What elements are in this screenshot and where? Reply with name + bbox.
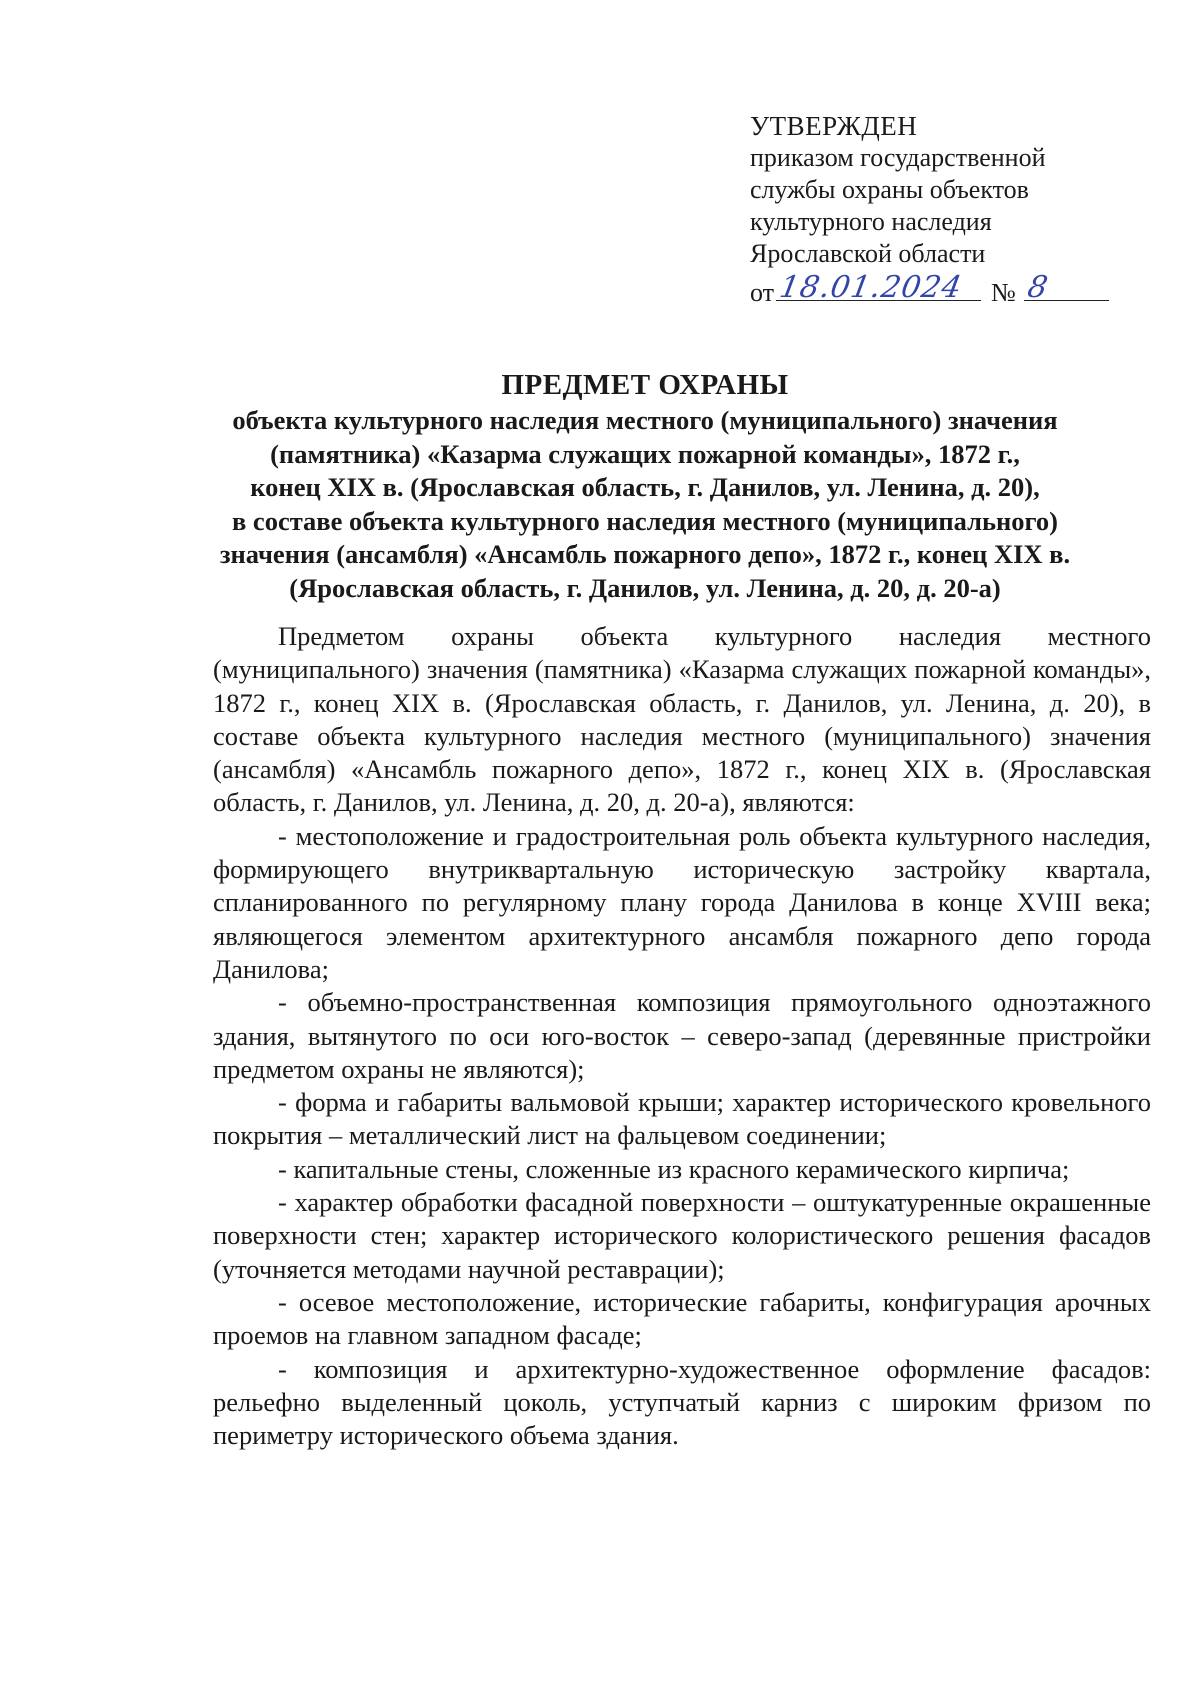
approval-line: культурного наследия [750, 207, 992, 236]
handwritten-date: 18.01.2024 [777, 270, 965, 305]
list-item: - композиция и архитектурно-художественное оформление фасадов: рельефно выделенный цоколь, уступчатый карниз с широким фризом по периметру исторического объема здания. [213, 1353, 1151, 1451]
list-item: - капитальные стены, сложенные из красного керамического кирпича; [278, 1153, 1070, 1184]
subtitle-line: (Ярославская область, г. Данилов, ул. Ленина, д. 20, д. 20-а) [289, 572, 1001, 603]
date-prefix: от [750, 278, 775, 307]
handwritten-number: 8 [1024, 270, 1052, 305]
document-title: ПРЕДМЕТ ОХРАНЫ [501, 369, 789, 401]
list-item: - характер обработки фасадной поверхности – оштукатуренные окрашенные поверхности стен; характер исторического колористического решения фасадов (уточняется методами научной реставрации); [213, 1187, 1151, 1284]
number-field [1024, 270, 1109, 305]
document-body [213, 620, 1151, 1452]
approval-stamp-block [750, 110, 1130, 309]
date-field [776, 270, 981, 305]
subtitle-line: значения (ансамбля) «Ансамбль пожарного депо», 1872 г., конец XIX в. [219, 539, 1071, 569]
list-item: - форма и габариты вальмовой крыши; характер исторического кровельного покрытия – металлический лист на фальцевом соединении; [213, 1087, 1151, 1151]
approval-heading: УТВЕРЖДЕН [750, 111, 918, 141]
subtitle-line: конец XIX в. (Ярославская область, г. Данилов, ул. Ленина, д. 20), [250, 472, 1040, 502]
approval-line: Ярославской области [750, 239, 986, 268]
subtitle-line: в составе объекта культурного наследия местного (муниципального) [232, 505, 1058, 536]
subtitle-line: (памятника) «Казарма служащих пожарной команды», 1872 г., [270, 438, 1020, 469]
document-title-block [200, 366, 1090, 605]
approval-date-number-line [750, 270, 1130, 309]
list-item: - осевое местоположение, исторические габариты, конфигурация арочных проемов на главном западном фасаде; [213, 1286, 1151, 1351]
approval-line: службы охраны объектов [750, 175, 1029, 204]
list-item: - объемно-пространственная композиция прямоугольного одноэтажного здания, вытянутого по оси юго-восток – северо-запад (деревянные пристройки предметом охраны не являются); [213, 987, 1151, 1084]
approval-line: приказом государственной [750, 143, 1046, 172]
number-prefix: № [991, 278, 1016, 307]
intro-paragraph: Предметом охраны объекта культурного наследия местного (муниципального) значения (памятника) «Казарма служащих пожарной команды», 1872 г., конец XIX в. (Ярославская область, г. Данилов, ул. Ленина, д. 20), в составе объекта культурного наследия местного (муниципального) значения (ансамбля) «Ансамбль пожарного депо», 1872 г., конец XIX в. (Ярославская область, г. Данилов, ул. Ленина, д. 20, д. 20-а), являются: [213, 621, 1151, 818]
subtitle-line: объекта культурного наследия местного (муниципального) значения [232, 405, 1058, 435]
list-item: - местоположение и градостроительная роль объекта культурного наследия, формирующего внутриквартальную историческую застройку квартала, спланированного по регулярному плану города Данилова в конце XVIII века; являющегося элементом архитектурного ансамбля пожарного депо города Данилова; [213, 820, 1151, 984]
